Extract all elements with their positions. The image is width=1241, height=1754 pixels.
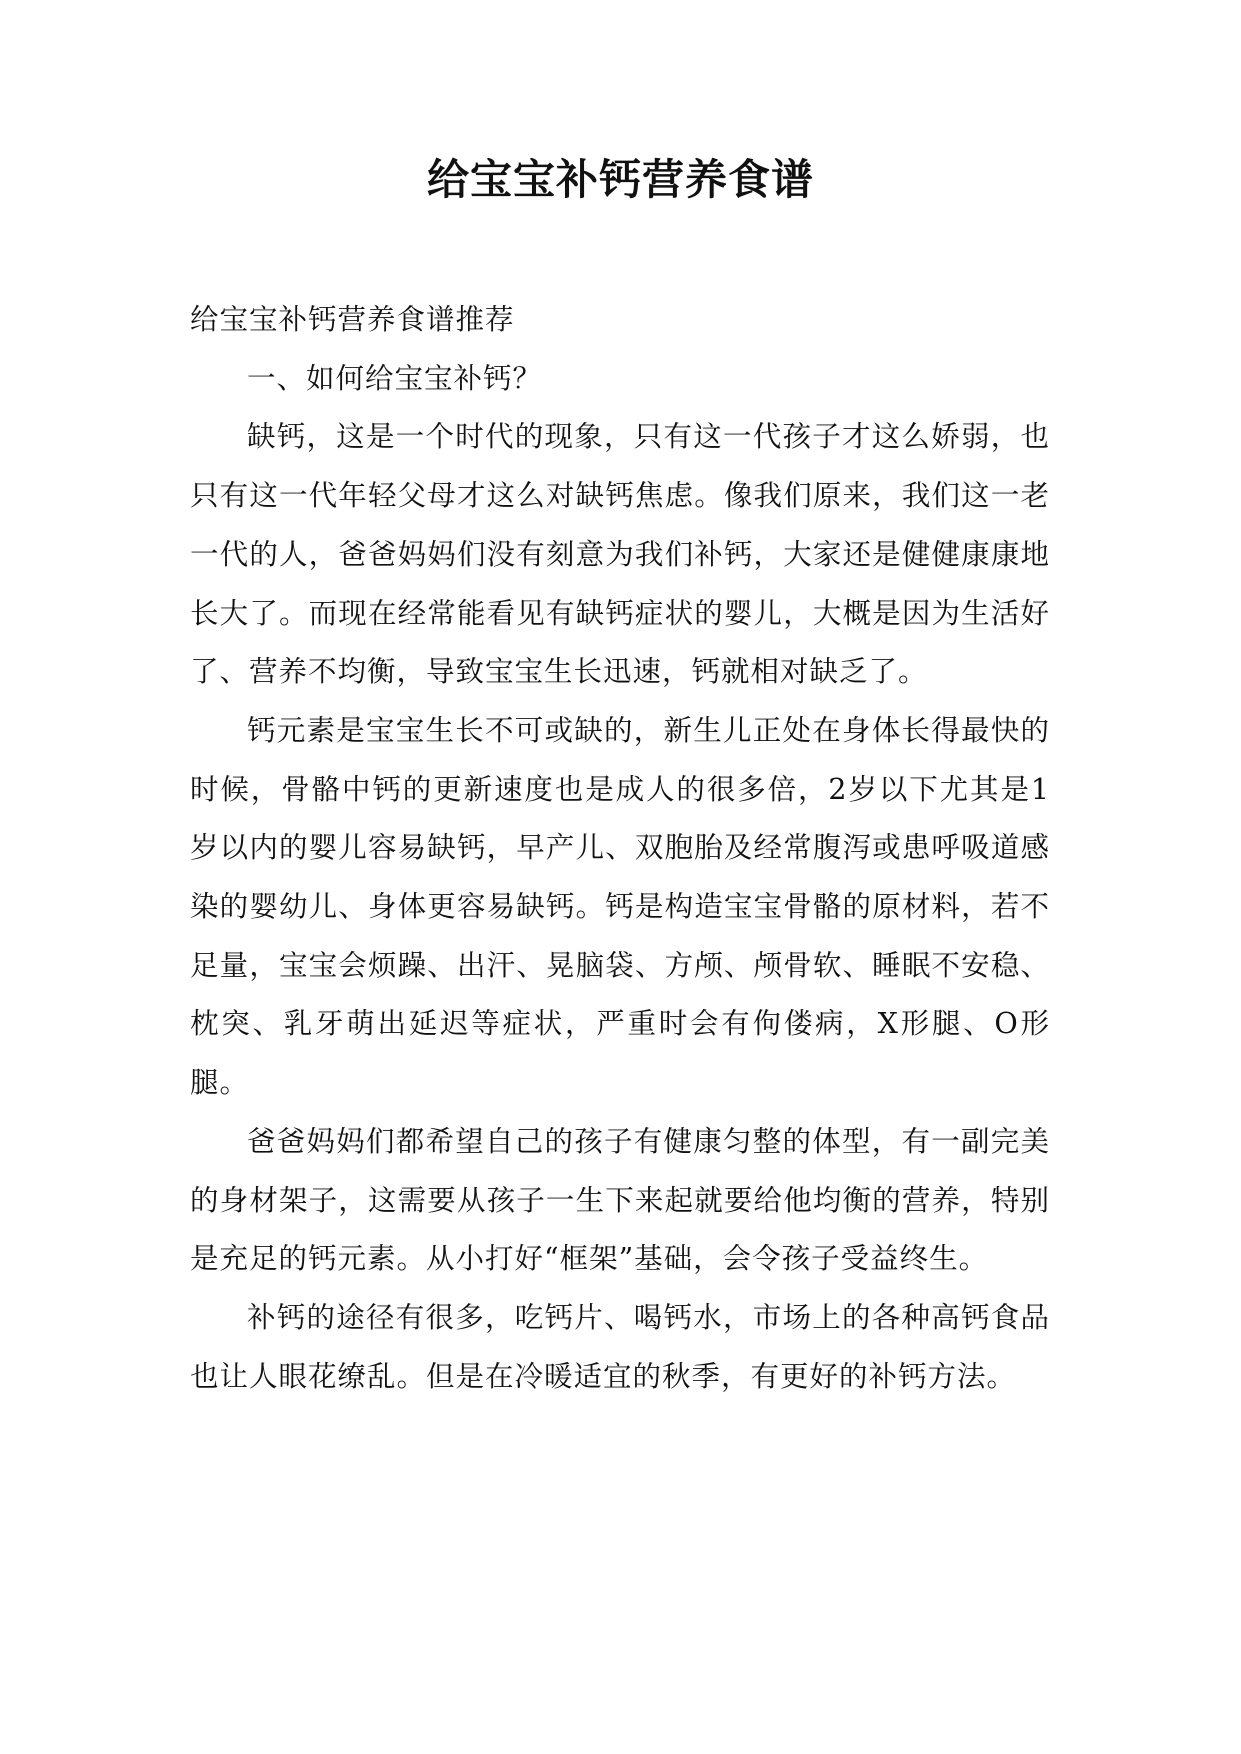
document-title: 给宝宝补钙营养食谱 (426, 155, 814, 204)
document-subtitle: 给宝宝补钙营养食谱推荐 (190, 303, 515, 336)
paragraph: 爸爸妈妈们都希望自己的孩子有健康匀整的体型，有一副完美的身材架子，这需要从孩子一生下来起就要给他均衡的营养，特别是充足的钙元素。从小打好“框架”基础，会令孩子受益终生。 (190, 1124, 1050, 1276)
document-body (190, 291, 1050, 1406)
paragraph: 补钙的途径有很多，吃钙片、喝钙水，市场上的各种高钙食品也让人眼花缭乱。但是在冷暖适宜的秋季，有更好的补钙方法。 (190, 1300, 1050, 1393)
section-heading: 一、如何给宝宝补钙？ (247, 361, 543, 395)
paragraph: 钙元素是宝宝生长不可或缺的，新生儿正处在身体长得最快的时候，骨骼中钙的更新速度也是成人的很多倍，2岁以下尤其是1岁以内的婴儿容易缺钙，早产儿、双胞胎及经常腹泻或患呼吸道感染的婴幼儿、身体更容易缺钙。钙是构造宝宝骨骼的原材料，若不足量，宝宝会烦躁、出汗、晃脑袋、方颅、颅骨软、睡眠不安稳、枕突、乳牙萌出延迟等症状，严重时会有佝偻病，X形腿、O形腿。 (190, 713, 1050, 1100)
paragraph: 缺钙，这是一个时代的现象，只有这一代孩子才这么娇弱，也只有这一代年轻父母才这么对缺钙焦虑。像我们原来，我们这一老一代的人，爸爸妈妈们没有刻意为我们补钙，大家还是健健康康地长大了。而现在经常能看见有缺钙症状的婴儿，大概是因为生活好了、营养不均衡，导致宝宝生长迅速，钙就相对缺乏了。 (190, 420, 1050, 689)
